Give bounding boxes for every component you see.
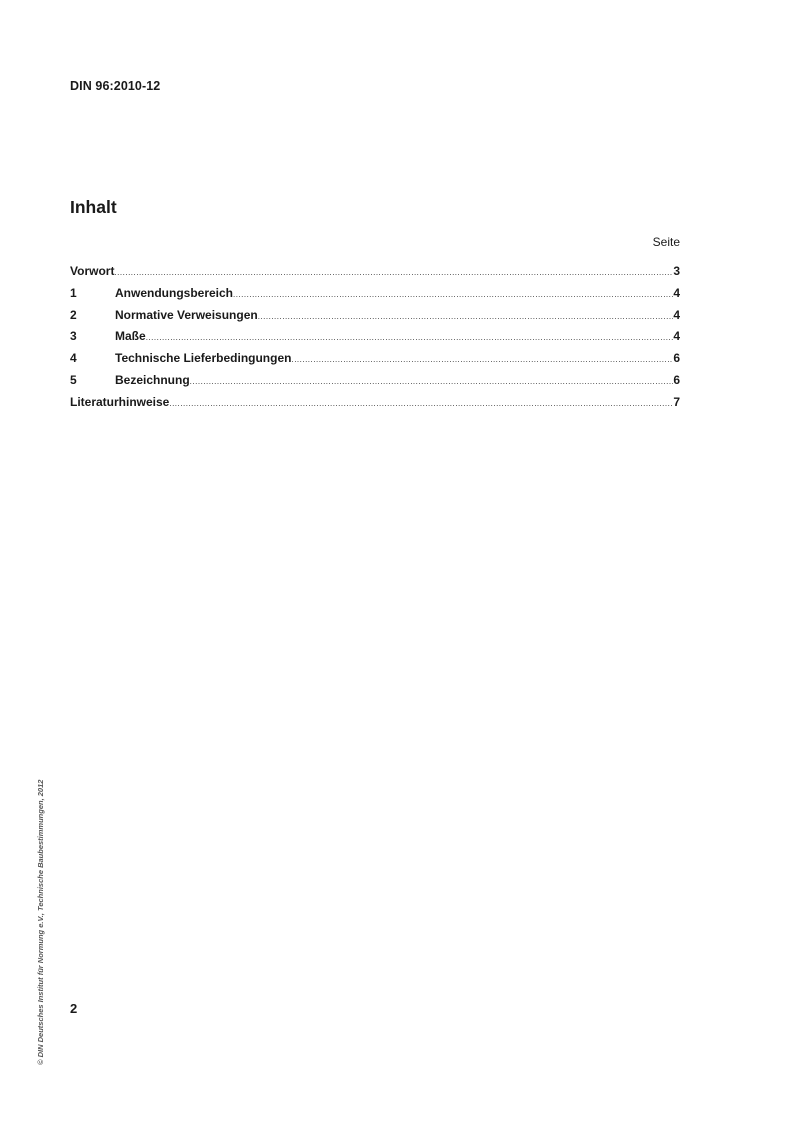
toc-leader-dots	[258, 312, 674, 321]
copyright-notice: © DIN Deutsches Institut für Normung e.V., Technische Baubestimmungen, 2012	[36, 779, 45, 1065]
toc-entry-vorwort[interactable]	[70, 264, 680, 286]
toc-entry-label: Bezeichnung	[115, 372, 190, 387]
toc-entry-masse[interactable]	[70, 329, 680, 351]
toc-entry-bezeichnung[interactable]	[70, 373, 680, 395]
toc-entry-number: 3	[70, 329, 77, 344]
toc-entry-number: 4	[70, 351, 77, 366]
toc-entry-normative-verweisungen[interactable]	[70, 308, 680, 330]
toc-leader-dots	[291, 355, 673, 364]
toc-leader-dots	[146, 333, 674, 342]
toc-entry-page: 6	[673, 372, 680, 387]
toc-entry-page: 6	[673, 351, 680, 366]
toc-leader-dots	[190, 377, 674, 386]
toc-entry-number: 1	[70, 285, 77, 300]
toc-entry-page: 7	[673, 394, 680, 409]
toc-entry-label: Anwendungsbereich	[115, 285, 234, 300]
toc-entry-label: Vorwort	[70, 264, 115, 278]
toc-entry-technische-lieferbedingungen[interactable]	[70, 351, 680, 373]
toc-page-column-label: Seite	[652, 235, 680, 249]
toc-entry-label: Literaturhinweise	[70, 394, 170, 409]
document-id: DIN 96:2010-12	[70, 79, 161, 93]
toc-title: Inhalt	[70, 197, 117, 217]
toc-entry-page: 4	[673, 307, 680, 322]
toc-entry-label: Technische Lieferbedingungen	[115, 351, 292, 366]
toc-entry-literaturhinweise[interactable]	[70, 395, 680, 417]
toc-entry-number: 2	[70, 307, 77, 322]
toc-leader-dots	[114, 268, 673, 277]
toc-entry-label: Normative Verweisungen	[115, 307, 258, 322]
toc-leader-dots	[169, 399, 673, 408]
toc-entry-anwendungsbereich[interactable]	[70, 286, 680, 308]
toc-entry-page: 4	[673, 285, 680, 300]
toc-entry-number: 5	[70, 372, 77, 387]
toc-leader-dots	[233, 290, 673, 299]
table-of-contents	[70, 264, 680, 417]
page-number: 2	[70, 1001, 78, 1016]
toc-entry-label: Maße	[115, 329, 146, 344]
toc-entry-page: 4	[673, 329, 680, 344]
toc-entry-page: 3	[673, 264, 680, 278]
